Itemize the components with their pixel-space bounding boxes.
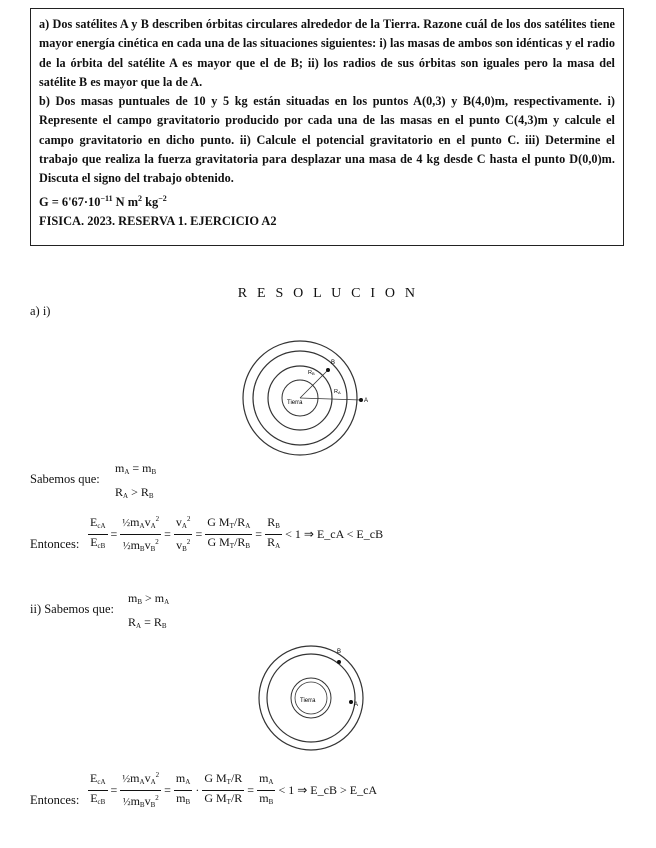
kinetic-energy-ratio-1: $\frac{E_{cA}}{E_{cB}}$ = $\frac{\frac{1}{2}m_Av_A^2}{\frac{1}{2}m_Bv_B^2}$ = $\frac{v_A^2}{v_B^2}$ = $\frac{G M_T/R_A}{G M_T/R_B}$ = $\frac{R_B}{R_A}$ < 1 ⇒ E_cA < E_cB	[88, 512, 383, 557]
radius-a-line	[300, 398, 361, 400]
part-a-i-label: a) i)	[30, 304, 51, 318]
problem-part-b: b) Dos masas puntuales de 10 y 5 kg están situadas en los puntos A(0,3) y B(4,0)m, respectivamente. i) Represente el campo gravitatorio producido por cada una de las masas en el punto C(4,3)m y calcule el campo gravitatorio en dicho punto. ii) Calcule el potencial gravitatorio en el punto C. iii) Determine el trabajo que realiza la fuerza gravitatoria para desplazar una masa de 4 kg desde C hasta el punto D(0,0)m. Discuta el signo del trabajo obtenido.	[39, 94, 615, 186]
earth-label-2: Tierra	[300, 698, 316, 704]
conclusion-1: < 1 ⇒ E_cA < E_cB	[285, 527, 384, 541]
exam-reference: FISICA. 2023. RESERVA 1. EJERCICIO A2	[39, 213, 277, 228]
orbit-diagram-1	[240, 338, 390, 458]
then-2-label: Entonces:	[30, 793, 80, 807]
satellite-b-label-2: B	[337, 649, 342, 655]
then-1-label: Entonces:	[30, 537, 80, 551]
gravitational-constant: $G = 6'67\cdot 10^{-11}$ N $m^2$ $kg^{-2}$	[39, 193, 167, 209]
satellite-a-label: A	[364, 398, 369, 404]
satellite-a-dot-2	[349, 700, 353, 704]
satellite-a-label-2: A	[354, 702, 359, 708]
satellite-a-dot	[359, 398, 363, 402]
satellite-b-dot	[326, 368, 330, 372]
resolution-heading: R E S O L U C I O N	[237, 286, 419, 301]
radius-a-label: RA	[334, 389, 341, 395]
problem-part-a: a) Dos satélites A y B describen órbitas circulares alrededor de la Tierra. Razone cuál de los dos satélites tiene mayor energía cinética en cada una de las situaciones siguientes: i) las masas de ambos son idénticas y el radio de la órbita del satélite A es mayor que el de B; ii) los radios de sus órbitas son iguales pero la masa del satélite B es mayor que la de A.	[39, 17, 615, 89]
satellite-b-dot-2	[337, 660, 341, 664]
satellite-b-label: B	[331, 360, 336, 366]
part-a-ii-label: ii) Sabemos que:	[30, 602, 115, 616]
radius-b-label: RB	[308, 370, 315, 376]
earth-label: Tierra	[287, 400, 303, 406]
conclusion-2: < 1 ⇒ E_cB > E_cA	[278, 783, 378, 797]
orbit-diagram-2	[255, 640, 375, 755]
problem-statement-box	[30, 8, 624, 246]
known-2-equations: $m_B > m_A$ $R_A = R_B$	[128, 591, 170, 630]
known-1-equations: $m_A = m_B$ $R_A > R_B$	[115, 461, 157, 500]
known-1-label: Sabemos que:	[30, 472, 100, 486]
kinetic-energy-ratio-2: $\frac{E_{cA}}{E_{cB}}$ = $\frac{\frac{1}{2}m_Av_A^2}{\frac{1}{2}m_Bv_B^2}$ = $\frac{m_A}{m_B}$ · $\frac{G M_T/R}{G M_T/R}$ = $\frac{m_A}{m_B}$ < 1 ⇒ E_cB > E_cA	[88, 768, 377, 813]
